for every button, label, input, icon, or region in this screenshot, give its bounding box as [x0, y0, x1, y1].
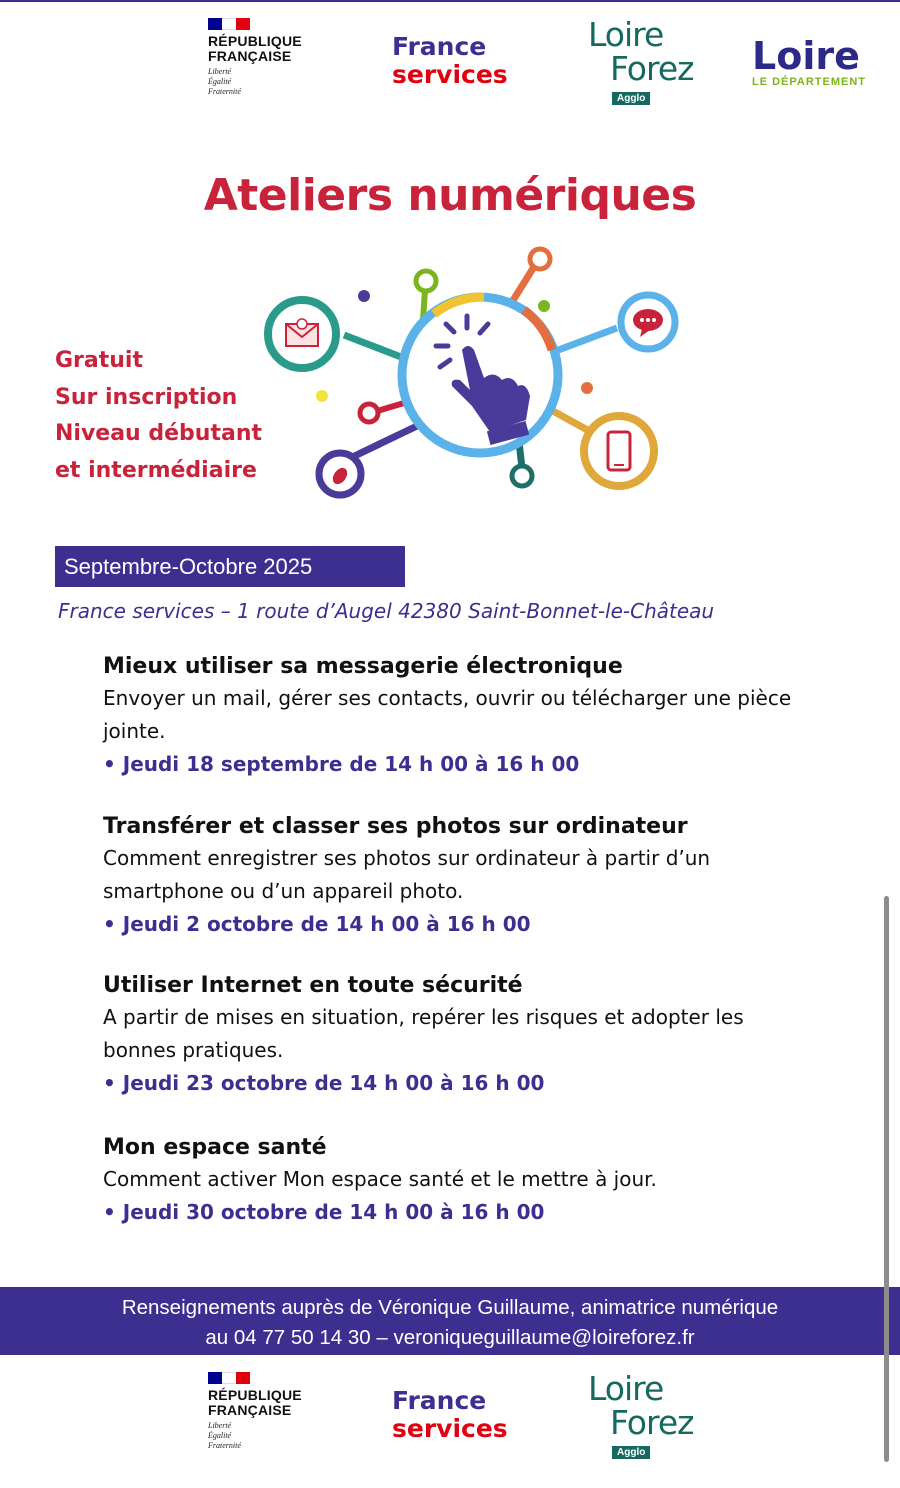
scrollbar-thumb[interactable]	[884, 896, 889, 1462]
accent-dot	[316, 390, 328, 402]
marianne-flag-icon	[208, 1372, 250, 1384]
france-services-line2: services	[392, 60, 508, 89]
accent-dot	[538, 300, 550, 312]
loire-forez-tag: Agglo	[612, 92, 650, 105]
workshop-title: Mieux utiliser sa messagerie électronique	[103, 654, 623, 679]
small-ring-node	[360, 404, 378, 422]
workshop-description: Comment enregistrer ses photos sur ordinateur à partir d’un smartphone ou d’un appareil photo.	[103, 846, 711, 903]
loire-forez-text2: Forez	[610, 49, 694, 88]
feature-item: Niveau débutant	[55, 421, 263, 446]
feature-item: Gratuit	[55, 348, 143, 373]
republique-name: RÉPUBLIQUE FRANÇAISE	[208, 33, 302, 64]
workshop-date: • Jeudi 23 octobre de 14 h 00 à 16 h 00	[103, 1071, 545, 1095]
workshop-date: • Jeudi 30 octobre de 14 h 00 à 16 h 00	[103, 1200, 545, 1224]
workshop-description: Envoyer un mail, gérer ses contacts, ouvrir ou télécharger une pièce jointe.	[103, 686, 792, 743]
loire-forez-tag: Agglo	[612, 1446, 650, 1459]
workshop-description: A partir de mises en situation, repérer les risques et adopter les bonnes pratiques.	[103, 1005, 744, 1062]
workshop-title: Utiliser Internet en toute sécurité	[103, 973, 523, 998]
republique-francaise-logo	[208, 18, 318, 97]
features-list	[55, 343, 262, 489]
france-services-line1: France	[392, 1386, 487, 1415]
republique-motto: Liberté Égalité Fraternité	[208, 67, 241, 96]
contact-line2: au 04 77 50 14 30 – veroniqueguillaume@loireforez.fr	[205, 1326, 695, 1349]
workshop-title: Mon espace santé	[103, 1135, 327, 1160]
marianne-flag-icon	[208, 18, 250, 30]
loire-forez-text2: Forez	[610, 1403, 694, 1442]
page-title: Ateliers numériques	[203, 170, 697, 221]
loire-forez-text1: Loire	[588, 15, 664, 54]
small-ring-node	[416, 271, 436, 291]
small-ring-node	[530, 249, 550, 269]
france-services-logo-bottom	[392, 1387, 508, 1443]
loire-departement-sub: LE DÉPARTEMENT	[752, 76, 867, 88]
workshop-description: Comment activer Mon espace santé et le mettre à jour.	[103, 1167, 657, 1191]
workshop-item	[103, 971, 803, 1099]
small-ring-node	[512, 466, 532, 486]
workshop-title: Transférer et classer ses photos sur ordinateur	[103, 814, 688, 839]
email-icon	[286, 319, 318, 346]
contact-line1: Renseignements auprès de Véronique Guillaume, animatrice numérique	[121, 1296, 779, 1319]
republique-name: RÉPUBLIQUE FRANÇAISE	[208, 1387, 302, 1418]
workshop-date: • Jeudi 18 septembre de 14 h 00 à 16 h 00	[103, 752, 580, 776]
top-rule	[0, 0, 900, 2]
france-services-line2: services	[392, 1414, 508, 1443]
digital-network-illustration	[262, 240, 682, 505]
republique-motto: Liberté Égalité Fraternité	[208, 1421, 241, 1450]
republique-francaise-logo-bottom	[208, 1372, 318, 1451]
france-services-line1: France	[392, 32, 487, 61]
feature-item: Sur inscription	[55, 384, 238, 410]
feature-item: et intermédiaire	[55, 457, 257, 483]
loire-forez-logo-bottom	[588, 1369, 728, 1462]
period-banner: Septembre-Octobre 2025	[55, 546, 405, 587]
loire-departement-logo	[752, 36, 882, 88]
loire-forez-logo	[588, 15, 728, 108]
accent-dot	[358, 290, 370, 302]
accent-dot	[581, 382, 593, 394]
workshop-item	[103, 812, 803, 940]
workshop-item	[103, 1133, 803, 1228]
workshop-date: • Jeudi 2 octobre de 14 h 00 à 16 h 00	[103, 912, 531, 936]
phone-node	[584, 416, 654, 486]
loire-forez-text1: Loire	[588, 1369, 664, 1408]
france-services-logo	[392, 33, 508, 89]
address: France services – 1 route d’Augel 42380 Saint-Bonnet-le-Château	[58, 599, 715, 623]
contact-banner	[0, 1287, 900, 1355]
workshop-item	[103, 652, 803, 780]
loire-departement-name: Loire	[752, 34, 860, 78]
